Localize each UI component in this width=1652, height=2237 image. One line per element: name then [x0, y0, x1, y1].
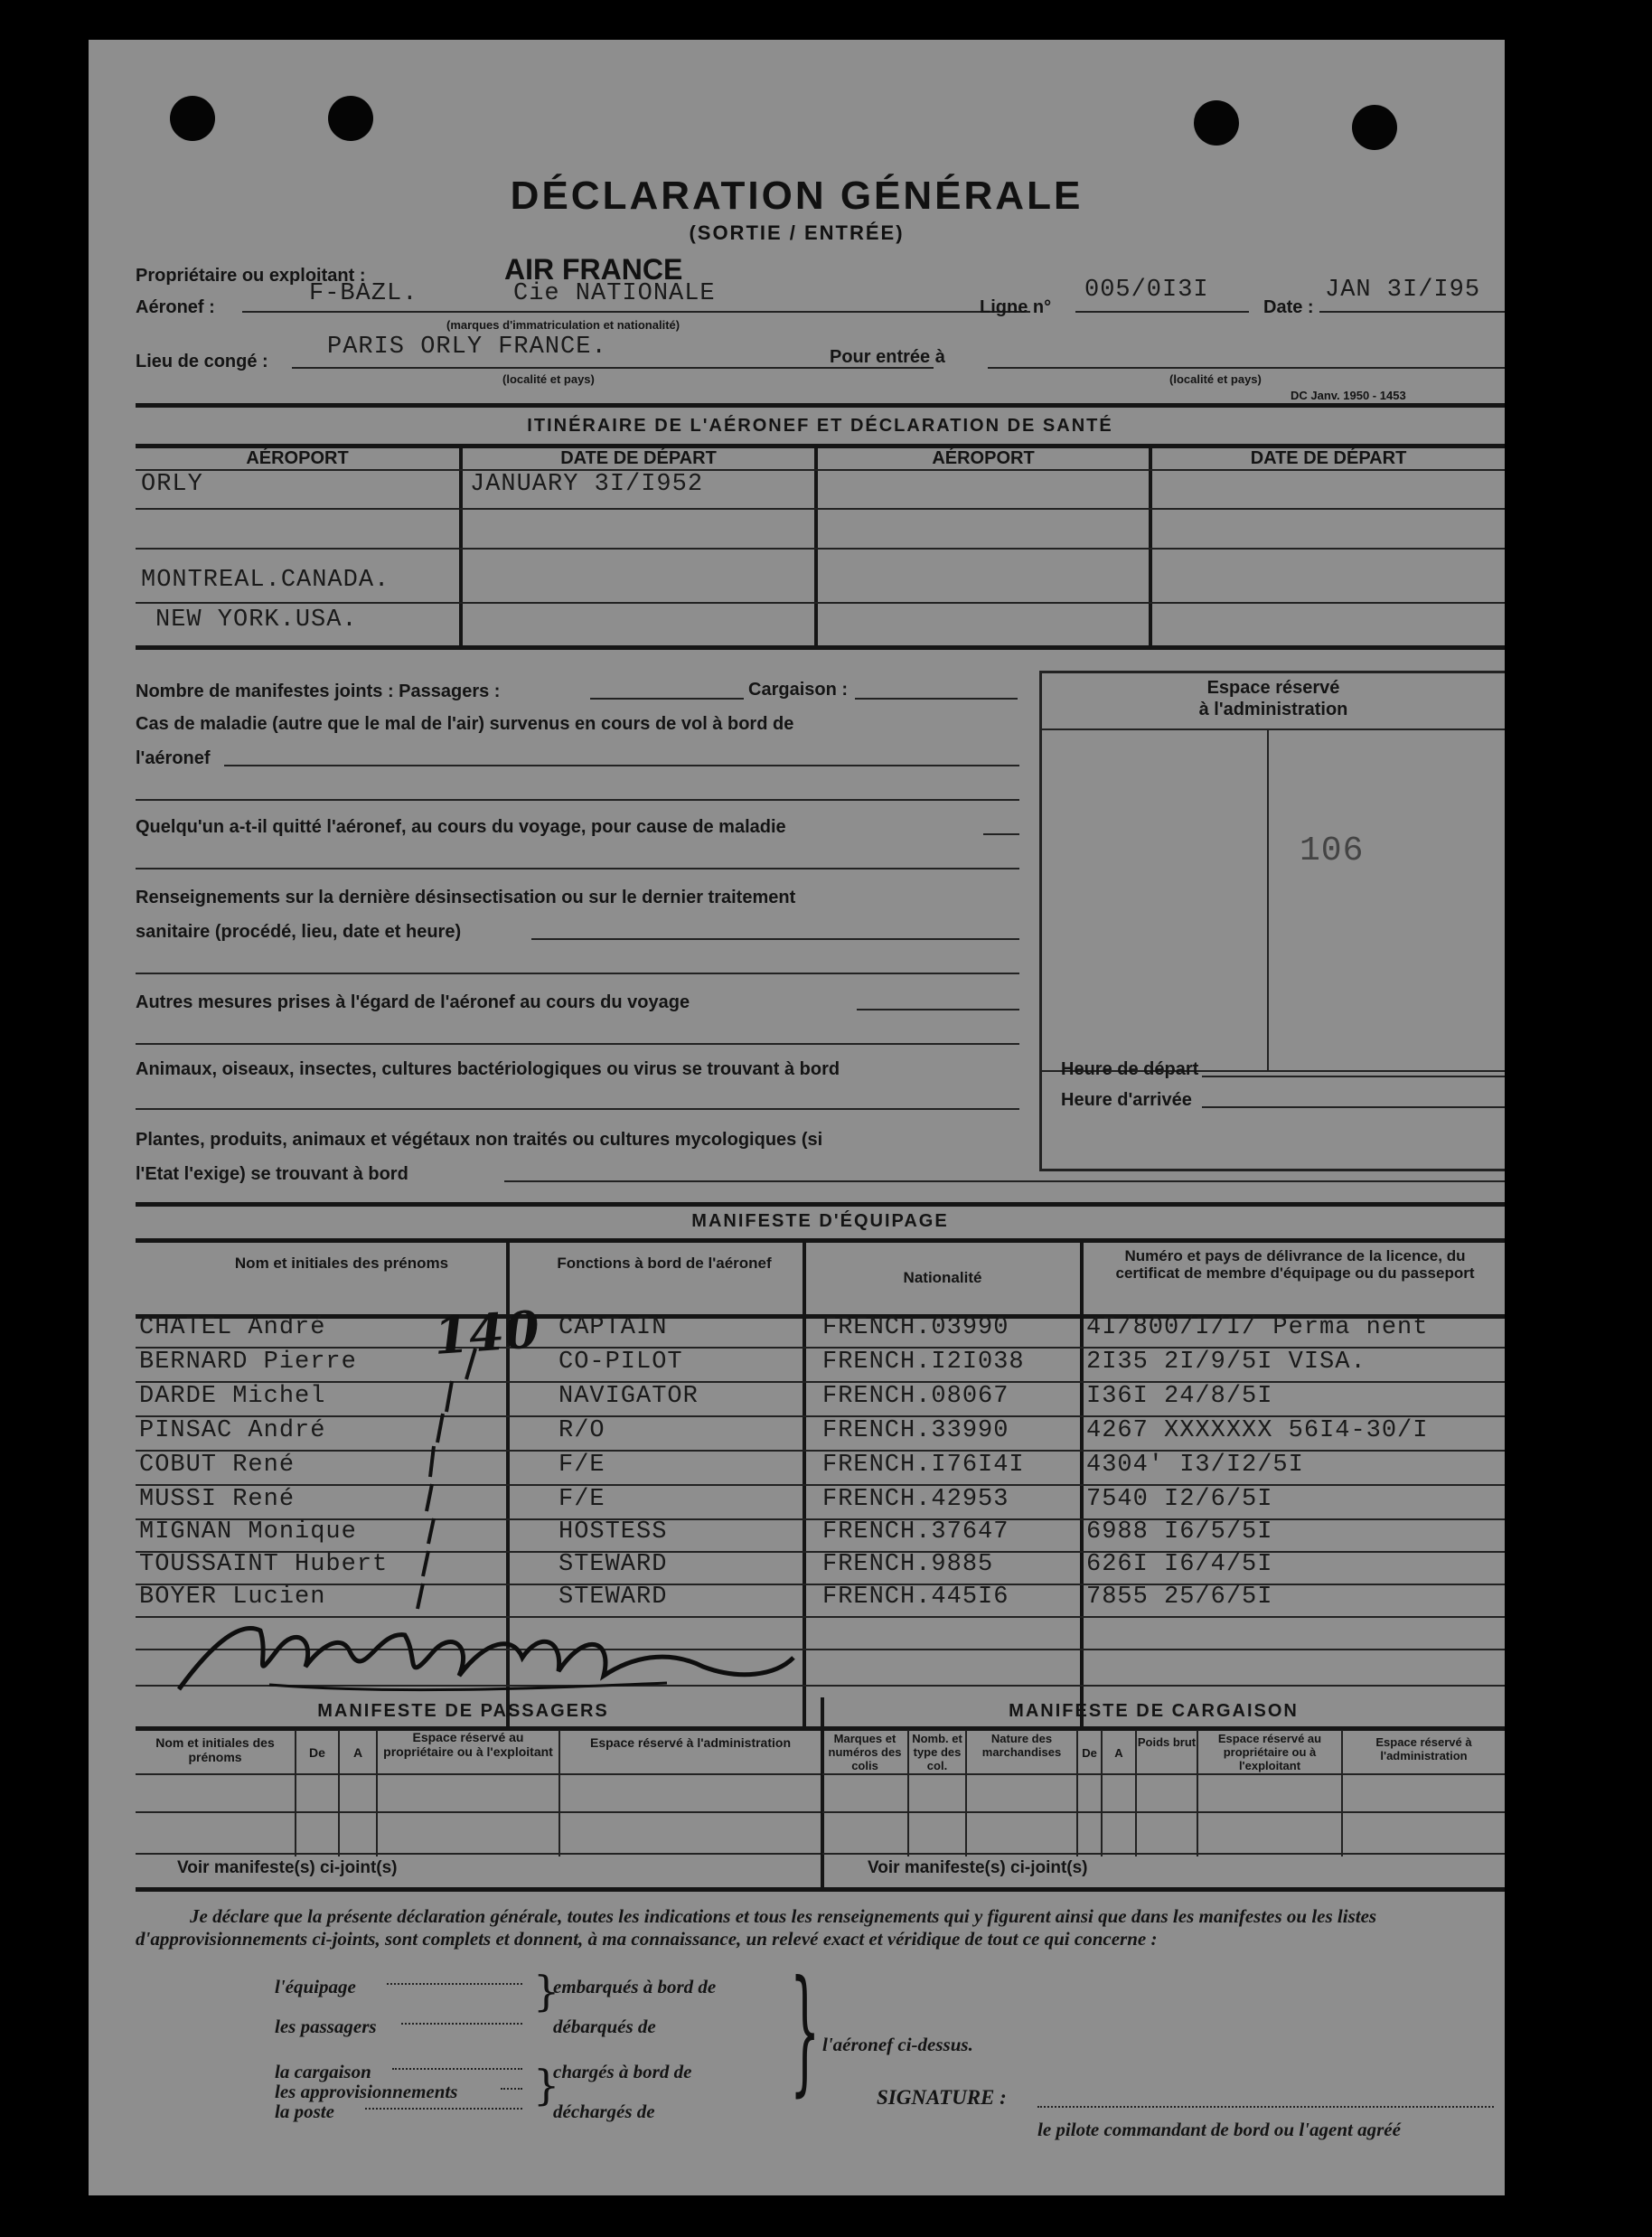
other-measures-label: Autres mesures prises à l'égard de l'aéronef au cours du voyage	[136, 992, 690, 1012]
itinerary-title: ITINÉRAIRE DE L'AÉRONEF ET DÉCLARATION DE SANTÉ	[527, 416, 1113, 436]
pax-col-from: De	[309, 1745, 325, 1760]
crew-nationality: FRENCH.I2I038	[822, 1349, 1025, 1376]
rule	[822, 1853, 1505, 1855]
crew-name: BOYER Lucien	[139, 1584, 326, 1611]
rule	[136, 645, 1505, 650]
declaration-aircraft: l'aéronef ci-dessus.	[822, 2034, 973, 2055]
rule	[590, 698, 744, 700]
departure-value: PARIS ORLY FRANCE.	[327, 334, 607, 361]
punch-hole	[1194, 100, 1239, 146]
declaration-passengers: les passagers	[275, 2016, 377, 2037]
brace-icon: }	[533, 2061, 560, 2110]
dotted-rule	[365, 2108, 522, 2110]
line-label: Ligne n°	[980, 297, 1052, 317]
rule	[136, 1773, 821, 1775]
crew-name: PINSAC André	[139, 1417, 326, 1444]
crew-function: CO-PILOT	[558, 1349, 683, 1376]
pax-col-operator: Espace réservé au propriétaire ou à l'exploitant	[383, 1730, 553, 1759]
signatory-label: le pilote commandant de bord ou l'agent agréé	[1037, 2119, 1401, 2140]
crew-licence: 2I35 2I/9/5I VISA.	[1086, 1349, 1366, 1376]
rule	[1075, 311, 1249, 313]
itinerary-airport: MONTREAL.CANADA.	[141, 567, 390, 594]
locality-note: (localité et pays)	[502, 372, 595, 386]
rule	[136, 1853, 821, 1855]
crew-licence: 626I I6/4/5I	[1086, 1551, 1273, 1578]
pax-col-to: A	[352, 1745, 363, 1760]
crew-function: STEWARD	[558, 1584, 668, 1611]
dotted-rule	[401, 2023, 522, 2025]
handwritten-ticks	[360, 1341, 495, 1640]
entry-label: Pour entrée à	[830, 347, 945, 367]
rule	[988, 367, 1505, 369]
pax-col-name: Nom et initiales des prénoms	[155, 1735, 275, 1764]
crew-nationality: FRENCH.9885	[822, 1551, 994, 1578]
rule	[1319, 311, 1505, 313]
col-licence: Numéro et pays de délivrance de la licence, du certificat de membre d'équipage ou du passeport	[1115, 1247, 1475, 1282]
declaration-supplies: les approvisionnements	[275, 2081, 458, 2102]
date-value: JAN 3I/I95	[1325, 277, 1481, 304]
departure-label: Lieu de congé :	[136, 352, 268, 371]
line-value: 005/0I3I	[1084, 277, 1209, 304]
crew-nationality: FRENCH.I76I4I	[822, 1452, 1025, 1479]
rule	[136, 799, 1019, 801]
rule	[136, 469, 1505, 471]
aircraft-registration: F-BAZL.	[309, 280, 418, 307]
rule	[136, 1484, 1505, 1486]
animals-label: Animaux, oiseaux, insectes, cultures bactériologiques ou virus se trouvant à bord	[136, 1059, 840, 1079]
marks-note: (marques d'immatriculation et nationalité)	[446, 318, 681, 332]
crew-licence: 7855 25/6/5I	[1086, 1584, 1273, 1611]
rule	[136, 1584, 1505, 1585]
cargo-col-operator: Espace réservé au propriétaire ou à l'exploitant	[1217, 1732, 1322, 1772]
rule	[1202, 1076, 1505, 1077]
admin-stamp-number: 106	[1300, 832, 1365, 870]
form-subtitle: (SORTIE / ENTRÉE)	[689, 221, 905, 244]
crew-nationality: FRENCH.37647	[822, 1518, 1009, 1546]
cargo-col-nature: Nature des marchandises	[981, 1732, 1062, 1759]
col-divider	[1267, 730, 1269, 1070]
itinerary-airport: NEW YORK.USA.	[155, 606, 358, 634]
col-divider	[821, 1697, 824, 1887]
crew-title: MANIFESTE D'ÉQUIPAGE	[691, 1211, 949, 1231]
crew-name: MUSSI René	[139, 1486, 296, 1513]
crew-function: NAVIGATOR	[558, 1383, 699, 1410]
admin-title-2: à l'administration	[1198, 700, 1348, 719]
crew-function: R/O	[558, 1417, 605, 1444]
crew-licence: 7540 I2/6/5I	[1086, 1486, 1273, 1513]
crew-nationality: FRENCH.445I6	[822, 1584, 1009, 1611]
declaration-text: Je déclare que la présente déclaration générale, toutes les indications et tous les renseignements qui y figurent ainsi que dans les manifestes ou les listes d'approvisionnements ci-joints, sont complets et donnent, à ma connaissance, un relevé exact et véridique de tout ce qui concerne :	[136, 1905, 1377, 1950]
rule	[983, 833, 1019, 835]
cargo-col-marks: Marques et numéros des colis	[828, 1732, 902, 1772]
aircraft-company: Cie NATIONALE	[513, 280, 716, 307]
punch-hole	[1352, 105, 1397, 150]
rule	[136, 1202, 1505, 1207]
form-title: DÉCLARATION GÉNÉRALE	[510, 174, 1084, 218]
col-date: DATE DE DÉPART	[1250, 448, 1407, 468]
left-sick-label: Quelqu'un a-t-il quitté l'aéronef, au cours du voyage, pour cause de maladie	[136, 817, 786, 837]
crew-function: STEWARD	[558, 1551, 668, 1578]
rule	[242, 311, 1030, 313]
declaration-disembarked: débarqués de	[553, 2016, 656, 2037]
dotted-rule	[387, 1983, 522, 1985]
admin-title: Espace réservé	[1206, 678, 1340, 698]
col-divider	[1135, 1730, 1137, 1856]
departure-time-label: Heure de départ	[1061, 1059, 1199, 1079]
rule	[136, 548, 1505, 550]
declaration-crew: l'équipage	[275, 1976, 356, 1997]
rule	[136, 1811, 821, 1813]
punch-hole	[328, 96, 373, 141]
handwritten-count: 140	[431, 1300, 542, 1367]
rule	[136, 1887, 1505, 1892]
arrival-time-label: Heure d'arrivée	[1061, 1090, 1192, 1110]
cargo-title: MANIFESTE DE CARGAISON	[1009, 1701, 1299, 1721]
crew-function: HOSTESS	[558, 1518, 668, 1546]
col-airport: AÉROPORT	[932, 448, 1035, 468]
declaration-loaded: chargés à bord de	[553, 2061, 692, 2082]
col-airport: AÉROPORT	[246, 448, 349, 468]
crew-name: DARDE Michel	[139, 1383, 326, 1410]
manifests-label: Nombre de manifestes joints : Passagers :	[136, 681, 501, 701]
rule	[855, 698, 1018, 700]
crew-nationality: FRENCH.08067	[822, 1383, 1009, 1410]
declaration-embarked: embarqués à bord de	[553, 1976, 717, 1997]
signature-label: SIGNATURE :	[877, 2086, 1007, 2109]
crew-licence: 4I/800/I/I/ Perma nent	[1086, 1314, 1429, 1341]
dotted-rule	[392, 2068, 522, 2070]
crew-name: CHATEL André	[139, 1314, 326, 1341]
date-label: Date :	[1263, 297, 1314, 317]
illness-label-2: l'aéronef	[136, 748, 211, 768]
rule	[1202, 1106, 1505, 1108]
rule	[136, 1043, 1019, 1045]
disinsect-label: Renseignements sur la dernière désinsectisation ou sur le dernier traitement	[136, 888, 796, 907]
rule	[136, 1381, 1505, 1383]
passengers-title: MANIFESTE DE PASSAGERS	[317, 1701, 609, 1721]
pax-see-manifest: Voir manifeste(s) ci-joint(s)	[177, 1858, 398, 1877]
crew-function: F/E	[558, 1486, 605, 1513]
locality-note: (localité et pays)	[1169, 372, 1262, 386]
rule	[136, 868, 1019, 869]
declaration-mail: la poste	[275, 2101, 334, 2122]
form-reference: DC Janv. 1950 - 1453	[1291, 389, 1406, 402]
rule	[822, 1811, 1505, 1813]
cargo-col-from: De	[1082, 1746, 1097, 1760]
col-nationality: Nationalité	[903, 1269, 982, 1286]
col-name: Nom et initiales des prénoms	[234, 1255, 449, 1272]
crew-name: TOUSSAINT Hubert	[139, 1551, 389, 1578]
rule	[136, 1238, 1505, 1243]
crew-licence: 6988 I6/5/5I	[1086, 1518, 1273, 1546]
cargo-col-count: Nomb. et type des col.	[912, 1732, 962, 1772]
crew-name: BERNARD Pierre	[139, 1349, 357, 1376]
aircraft-label: Aéronef :	[136, 297, 215, 317]
plants-label-2: l'Etat l'exige) se trouvant à bord	[136, 1164, 408, 1184]
rule	[136, 973, 1019, 974]
plants-label: Plantes, produits, animaux et végétaux non traités ou cultures mycologiques (si	[136, 1130, 823, 1150]
declaration-unloaded: déchargés de	[553, 2101, 655, 2122]
cargo-col-weight: Poids brut	[1137, 1735, 1197, 1749]
cargo-col-admin: Espace réservé à l'administration	[1375, 1735, 1472, 1762]
document-sheet	[89, 40, 1505, 2195]
rule	[136, 602, 1505, 604]
cargo-see-manifest: Voir manifeste(s) ci-joint(s)	[868, 1858, 1088, 1877]
crew-licence: I36I 24/8/5I	[1086, 1383, 1273, 1410]
disinsect-label-2: sanitaire (procédé, lieu, date et heure)	[136, 922, 462, 942]
cargo-label: Cargaison :	[748, 680, 849, 700]
crew-nationality: FRENCH.03990	[822, 1314, 1009, 1341]
punch-hole	[170, 96, 215, 141]
itinerary-date: JANUARY 3I/I952	[470, 471, 704, 498]
rule	[224, 765, 1019, 766]
crew-nationality: FRENCH.42953	[822, 1486, 1009, 1513]
crew-function: CAPTAIN	[558, 1314, 668, 1341]
dotted-rule	[501, 2088, 522, 2090]
rule	[857, 1009, 1019, 1010]
col-date: DATE DE DÉPART	[560, 448, 717, 468]
captain-signature	[161, 1603, 848, 1712]
crew-name: MIGNAN Monique	[139, 1518, 357, 1546]
crew-name: COBUT René	[139, 1452, 296, 1479]
rule	[1042, 728, 1505, 730]
crew-function: F/E	[558, 1452, 605, 1479]
owner-label: Propriétaire ou exploitant :	[136, 266, 366, 286]
brace-icon: }	[790, 1952, 821, 2110]
crew-licence: 4267 XXXXXXX 56I4-30/I	[1086, 1417, 1429, 1444]
crew-nationality: FRENCH.33990	[822, 1417, 1009, 1444]
signature-line	[1037, 2106, 1494, 2108]
cargo-col-to: A	[1114, 1746, 1123, 1760]
brace-icon: }	[533, 1967, 560, 2016]
owner-value: AIR FRANCE	[504, 253, 683, 286]
rule	[531, 938, 1019, 940]
crew-licence: 4304' I3/I2/5I	[1086, 1452, 1304, 1479]
rule	[504, 1180, 1505, 1182]
rule	[822, 1773, 1505, 1775]
illness-label: Cas de maladie (autre que le mal de l'air) survenus en cours de vol à bord de	[136, 714, 794, 734]
declaration-cargo: la cargaison	[275, 2061, 371, 2082]
col-function: Fonctions à bord de l'aéronef	[557, 1255, 772, 1272]
rule	[136, 403, 1505, 408]
itinerary-airport: ORLY	[141, 471, 203, 498]
rule	[136, 508, 1505, 510]
pax-col-admin: Espace réservé à l'administration	[590, 1735, 791, 1750]
rule	[136, 1108, 1019, 1110]
